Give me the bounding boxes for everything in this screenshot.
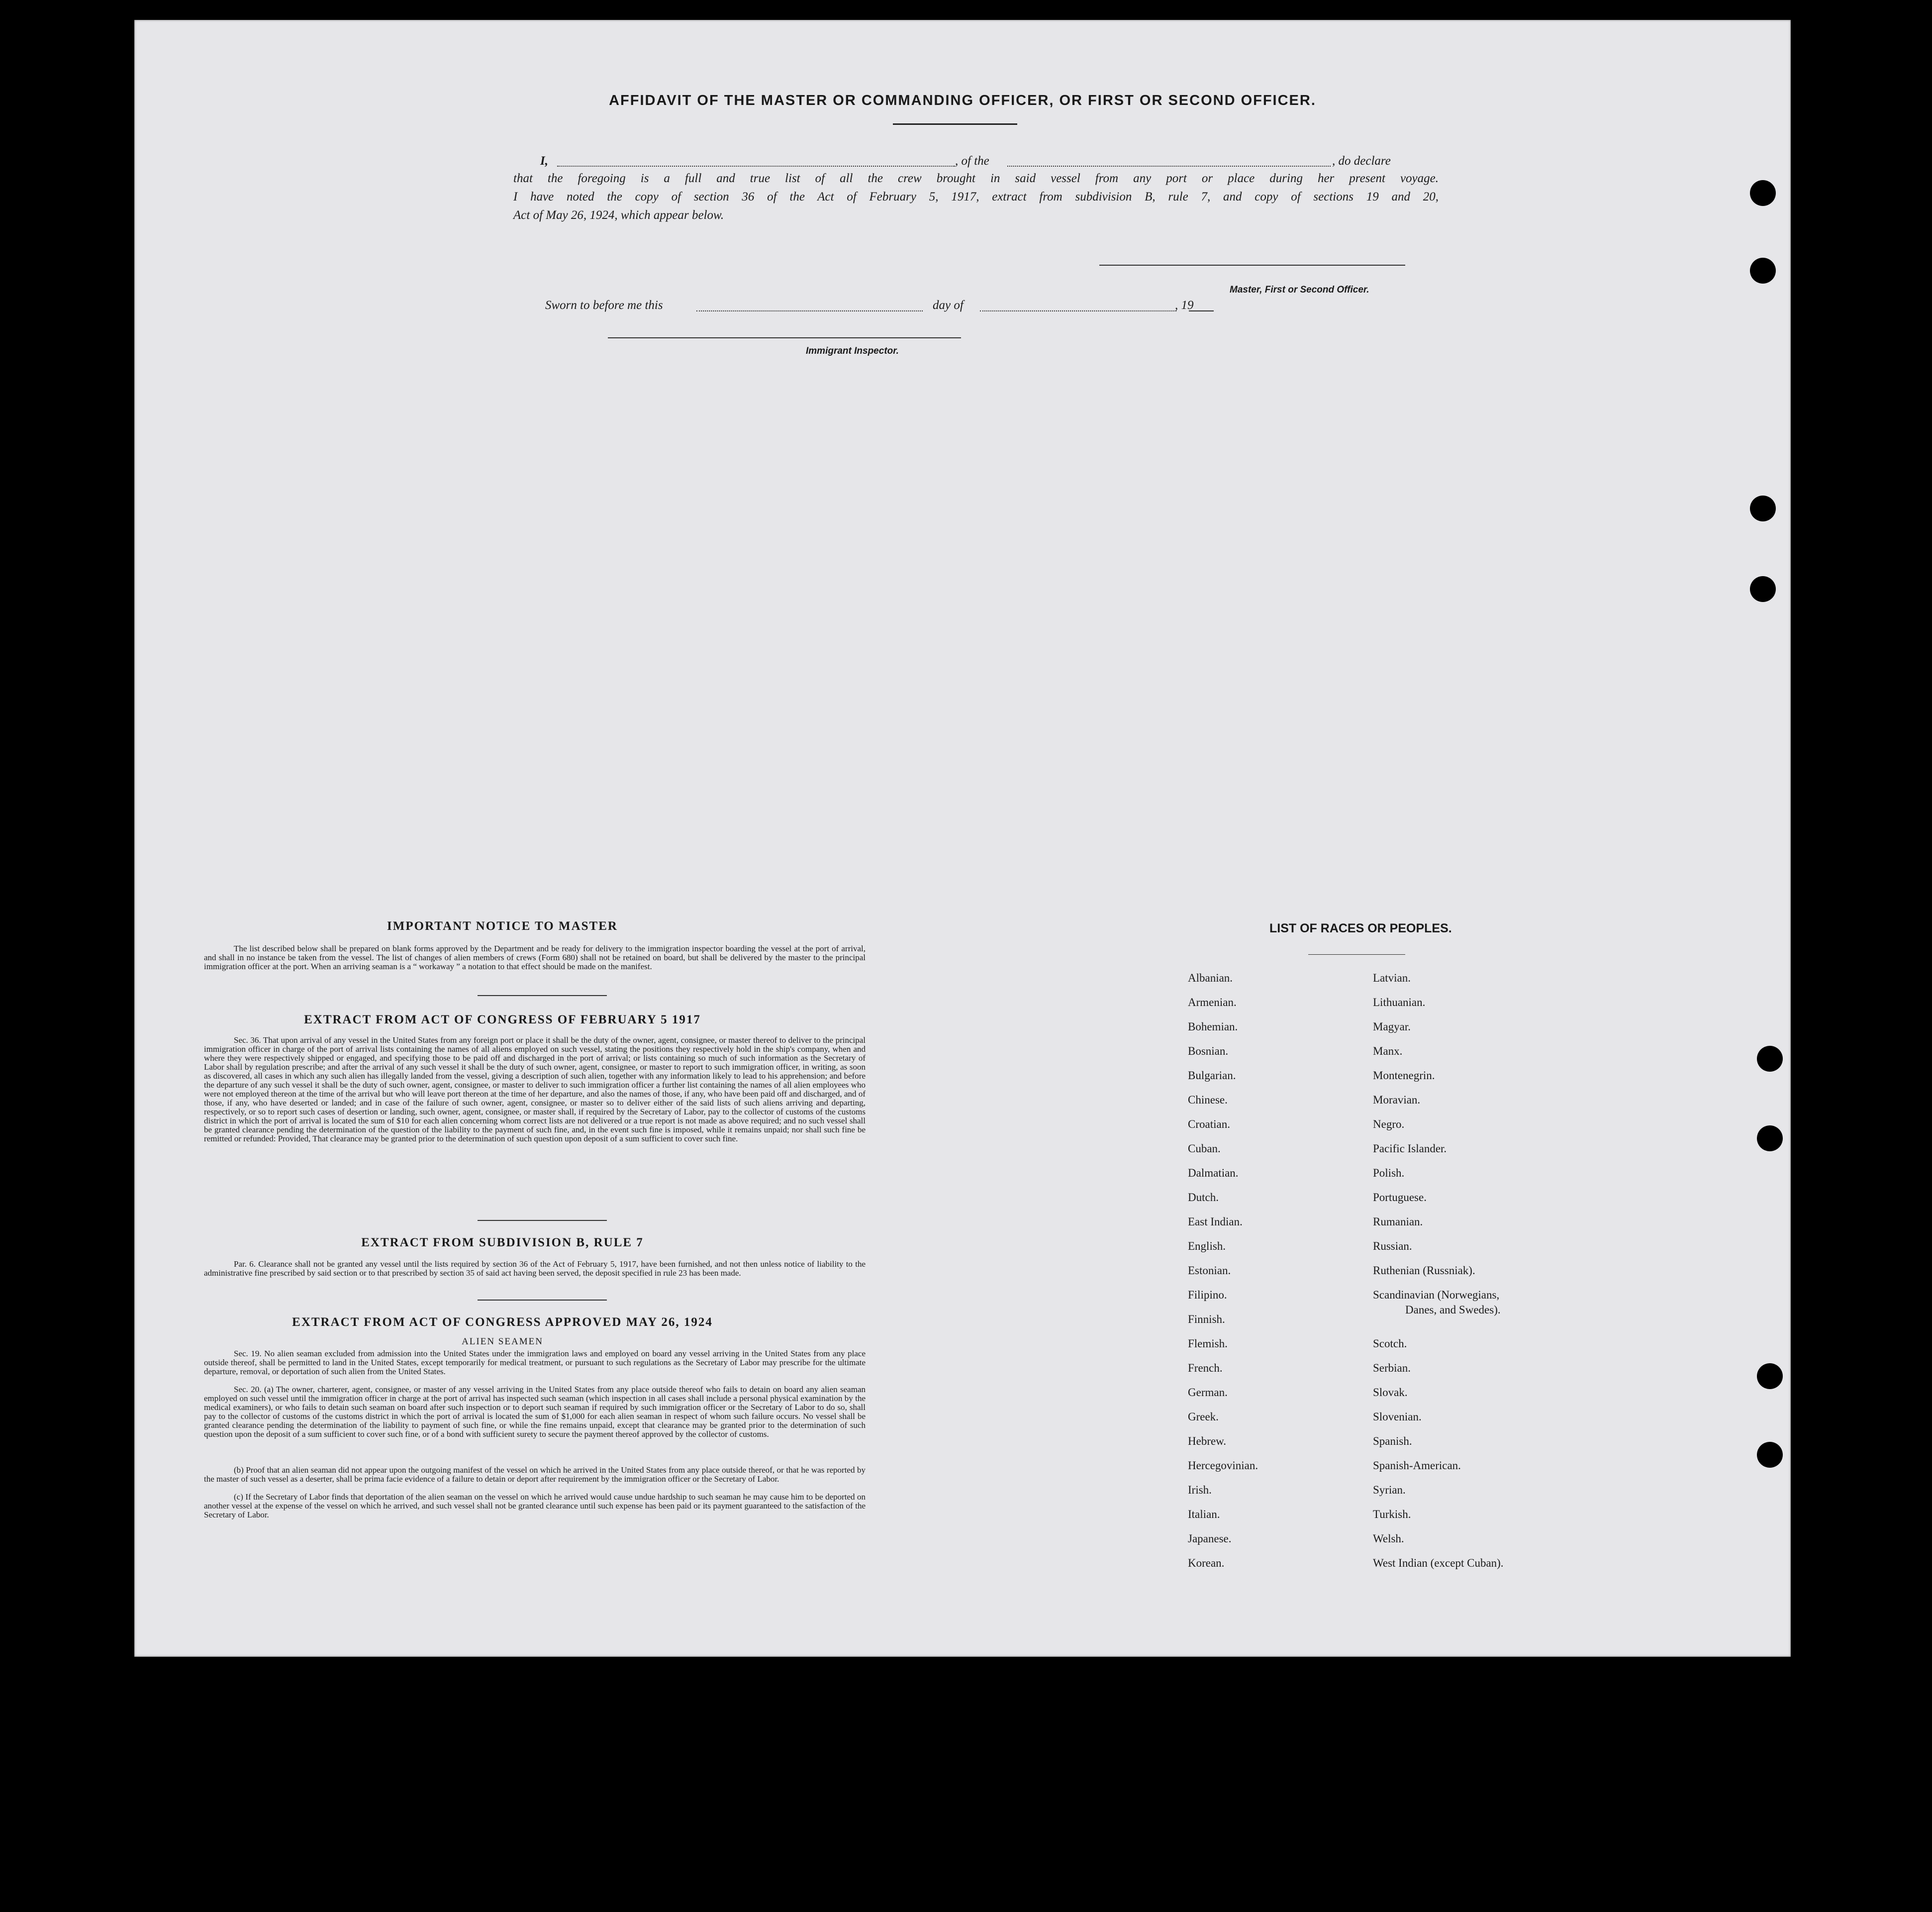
race-item: Syrian.: [1373, 1484, 1406, 1496]
extract-rule7-title: EXTRACT FROM SUBDIVISION B, RULE 7: [361, 1236, 644, 1249]
race-item: Danes, and Swedes).: [1405, 1304, 1501, 1316]
sworn-day-line[interactable]: [696, 310, 923, 311]
form-page: [134, 20, 1791, 1657]
do-declare-label: , do declare: [1332, 154, 1391, 168]
races-title: LIST OF RACES OR PEOPLES.: [1269, 921, 1452, 935]
race-item: Moravian.: [1373, 1094, 1421, 1106]
race-item: Spanish-American.: [1373, 1459, 1461, 1472]
race-item: Spanish.: [1373, 1435, 1412, 1447]
divider: [478, 995, 607, 996]
extract-1924-sec19: Sec. 19. No alien seaman excluded from admission into the United States under the immigration laws and employed on board any vessel arriving in the United States from any place outside thereof, shall be permitted to land in the United States, except temporarily for medical treatment, or pursuant to such regulations as the Secretary of Labor may prescribe for the ultimate departure, removal, or deportation of such alien from the United States.: [204, 1349, 866, 1376]
race-item: Bosnian.: [1188, 1045, 1229, 1057]
race-item: Irish.: [1188, 1484, 1212, 1496]
race-item: Serbian.: [1373, 1362, 1411, 1374]
race-item: Hebrew.: [1188, 1435, 1227, 1447]
race-item: Bohemian.: [1188, 1020, 1238, 1033]
race-item: Korean.: [1188, 1557, 1225, 1569]
binder-hole: [1750, 496, 1776, 521]
vessel-name-line[interactable]: [1007, 166, 1331, 167]
binder-hole: [1757, 1125, 1783, 1151]
day-of-label: day of: [933, 299, 964, 312]
race-item: West Indian (except Cuban).: [1373, 1557, 1504, 1569]
binder-hole: [1757, 1363, 1783, 1389]
declarant-label: I,: [540, 154, 548, 168]
year-prefix: , 19: [1175, 299, 1194, 312]
race-item: Armenian.: [1188, 996, 1237, 1008]
extract-1924-subtitle: ALIEN SEAMEN: [462, 1336, 543, 1347]
race-item: Turkish.: [1373, 1508, 1411, 1520]
binder-hole: [1757, 1442, 1783, 1468]
extract-1924-sec20b: (b) Proof that an alien seaman did not appear upon the outgoing manifest of the vessel on which he arrived in the United States from any place outside thereof, or that he was reported by the master of such vessel as a deserter, shall be prima facie evidence of a failure to detain or deport after requirement by the immigration officer or the Secretary of Labor.: [204, 1465, 866, 1484]
extract-1924-sec20a: Sec. 20. (a) The owner, charterer, agent, consignee, or master of any vessel arriving in the United States from any place outside thereof who fails to detain on board any alien seaman employed on such vessel until the immigration officer in charge at the port of arrival has inspected such seaman (which inspection in all cases shall include a personal physical examination by the medical examiners), or who fails to detain such seaman on board after such inspection or to deport such seaman if required by such immigration officer or the Secretary of Labor to do so, shall pay to the collector of customs of the customs district in which the port of arrival is located the sum of $1,000 for each alien seaman in respect of whom such failure occurs. No vessel shall be granted clearance pending the determination of the liability to payment of such fine, or while the fine remains unpaid, except that clearance may be granted prior to the determination of such question upon the deposit of a sum sufficient to cover such fine, or of a bond with sufficient surety to secure the payment thereof approved by the collector of customs.: [204, 1385, 866, 1439]
race-item: Pacific Islander.: [1373, 1142, 1447, 1155]
race-item: Cuban.: [1188, 1142, 1221, 1155]
race-item: Magyar.: [1373, 1020, 1411, 1033]
affidavit-line-3: I have noted the copy of section 36 of the Act of February 5, 1917, extract from subdivision B, rule 7, and copy of sections 19 and 20,: [513, 190, 1439, 203]
inspector-caption: Immigrant Inspector.: [806, 346, 899, 356]
race-item: Polish.: [1373, 1167, 1405, 1179]
inspector-signature-line[interactable]: [608, 337, 961, 338]
race-item: Italian.: [1188, 1508, 1220, 1520]
race-item: Bulgarian.: [1188, 1069, 1236, 1082]
race-item: Filipino.: [1188, 1289, 1227, 1301]
race-item: Slovak.: [1373, 1386, 1408, 1399]
binder-hole: [1750, 180, 1776, 206]
sworn-label: Sworn to before me this: [545, 299, 663, 312]
race-item: Welsh.: [1373, 1532, 1404, 1545]
race-item: Estonian.: [1188, 1264, 1231, 1277]
race-item: Negro.: [1373, 1118, 1405, 1130]
extract-1924-sec20c: (c) If the Secretary of Labor finds that deportation of the alien seaman on the vessel on which he arrived would cause undue hardship to such seaman he may cause him to be deported on another vessel at the expense of the vessel on which he arrived, and such vessel shall not be granted clearance until such expense has been paid or its payment guaranteed to the satisfaction of the Secretary of Labor.: [204, 1492, 866, 1519]
races-underline: [1308, 954, 1405, 955]
extract-rule7-text: Par. 6. Clearance shall not be granted any vessel until the lists required by section 36 of the Act of February 5, 1917, have been furnished, and not then unless notice of liability to the administrative fine prescribed by said section or to that prescribed by section 35 of said act having been served, the deposit specified in rule 23 has been made.: [204, 1259, 866, 1278]
race-item: Slovenian.: [1373, 1410, 1422, 1423]
binder-hole: [1757, 1046, 1783, 1072]
divider: [478, 1300, 607, 1301]
extract-1924-title: EXTRACT FROM ACT OF CONGRESS APPROVED MAY 26, 1924: [292, 1315, 713, 1329]
race-item: Hercegovinian.: [1188, 1459, 1258, 1472]
race-item: Chinese.: [1188, 1094, 1228, 1106]
race-item: Finnish.: [1188, 1313, 1225, 1325]
race-item: German.: [1188, 1386, 1228, 1399]
race-item: Dalmatian.: [1188, 1167, 1239, 1179]
title-underline: [893, 123, 1017, 125]
race-item: Scotch.: [1373, 1337, 1407, 1350]
race-item: French.: [1188, 1362, 1223, 1374]
race-item: Montenegrin.: [1373, 1069, 1435, 1082]
notice-title: IMPORTANT NOTICE TO MASTER: [387, 919, 618, 933]
race-item: Latvian.: [1373, 972, 1411, 984]
race-item: Lithuanian.: [1373, 996, 1426, 1008]
master-caption: Master, First or Second Officer.: [1230, 285, 1369, 295]
race-item: Scandinavian (Norwegians,: [1373, 1289, 1500, 1301]
race-item: East Indian.: [1188, 1215, 1243, 1228]
of-the-label: , of the: [955, 154, 989, 168]
race-item: Dutch.: [1188, 1191, 1219, 1204]
year-line[interactable]: [1189, 310, 1214, 311]
race-item: Albanian.: [1188, 972, 1233, 984]
notice-text: The list described below shall be prepared on blank forms approved by the Department and be ready for delivery to the immigration inspector boarding the vessel at the port of arrival, and shall in no instance be taken from the vessel. The list of changes of alien members of crews (Form 680) shall not be retained on board, but shall be delivered by the master to the principal immigration officer at the port. When an arriving seaman is a “ workaway ” a notation to that effect should be made on the manifest.: [204, 944, 866, 971]
divider: [478, 1220, 607, 1221]
affidavit-line-2: that the foregoing is a full and true list of all the crew brought in said vessel from any port or place during her present voyage.: [513, 172, 1439, 185]
affidavit-title: AFFIDAVIT OF THE MASTER OR COMMANDING OFFICER, OR FIRST OR SECOND OFFICER.: [609, 93, 1316, 108]
extract-1917-title: EXTRACT FROM ACT OF CONGRESS OF FEBRUARY 5 1917: [304, 1013, 701, 1026]
race-item: Manx.: [1373, 1045, 1403, 1057]
binder-hole: [1750, 576, 1776, 602]
binder-hole: [1750, 258, 1776, 284]
race-item: Flemish.: [1188, 1337, 1228, 1350]
extract-1917-text: Sec. 36. That upon arrival of any vessel in the United States from any foreign port or place it shall be the duty of the owner, agent, consignee, or master thereof to deliver to the principal immigration officer in charge of the port of arrival lists containing the names of all aliens employed on such vessel, stating the positions they respectively hold in the ship's company, when and where they were respectively shipped or engaged, and specifying those to be paid off and discharged in the port of arrival; or lists containing so much of such information as the Secretary of Labor shall by regulation prescribe; and after the arrival of any such vessel it shall be the duty of such owner, agent, consignee, or master to report to such immigration officer, in writing, as soon as discovered, all cases in which any such alien has illegally landed from the vessel, giving a description of such alien, together with any information likely to lead to his apprehension; and before the departure of any such vessel it shall be the duty of such owner, agent, consignee, or master to deliver to such immigration officer a further list containing the names of all alien employees who were not employed thereon at the time of the arrival but who will leave port thereon at the time of her departure, and also the names of those, if any, who have been paid off and discharged, and of those, if any, who have deserted or landed; and in case of the failure of such owner, agent, consignee, or master so to deliver either of the said lists of such aliens arriving and departing, respectively, or so to report such cases of desertion or landing, such owner, agent, consignee, or master shall, if required by the Secretary of Labor, pay to the collector of customs of the customs district in which the port of arrival is located the sum of $10 for each alien concerning whom correct lists are not delivered or a true report is not made as above required; and no such vessel shall be granted clearance pending the determination of the question of the liability to the payment of such fine, and, in the event such fine is imposed, while it remains unpaid; nor shall such fine be remitted or refunded: Provided, That clearance may be granted prior to the determination of such question upon deposit of a sum sufficient to cover such fine.: [204, 1035, 866, 1143]
race-item: Croatian.: [1188, 1118, 1230, 1130]
race-item: Ruthenian (Russniak).: [1373, 1264, 1475, 1277]
race-item: Japanese.: [1188, 1532, 1232, 1545]
race-item: Rumanian.: [1373, 1215, 1423, 1228]
race-item: English.: [1188, 1240, 1226, 1252]
race-item: Portuguese.: [1373, 1191, 1427, 1204]
sworn-month-line[interactable]: [980, 310, 1176, 311]
master-signature-line[interactable]: [1099, 265, 1405, 266]
race-item: Russian.: [1373, 1240, 1412, 1252]
affidavit-line-4: Act of May 26, 1924, which appear below.: [513, 208, 724, 222]
declarant-name-line[interactable]: [557, 166, 955, 167]
race-item: Greek.: [1188, 1410, 1219, 1423]
